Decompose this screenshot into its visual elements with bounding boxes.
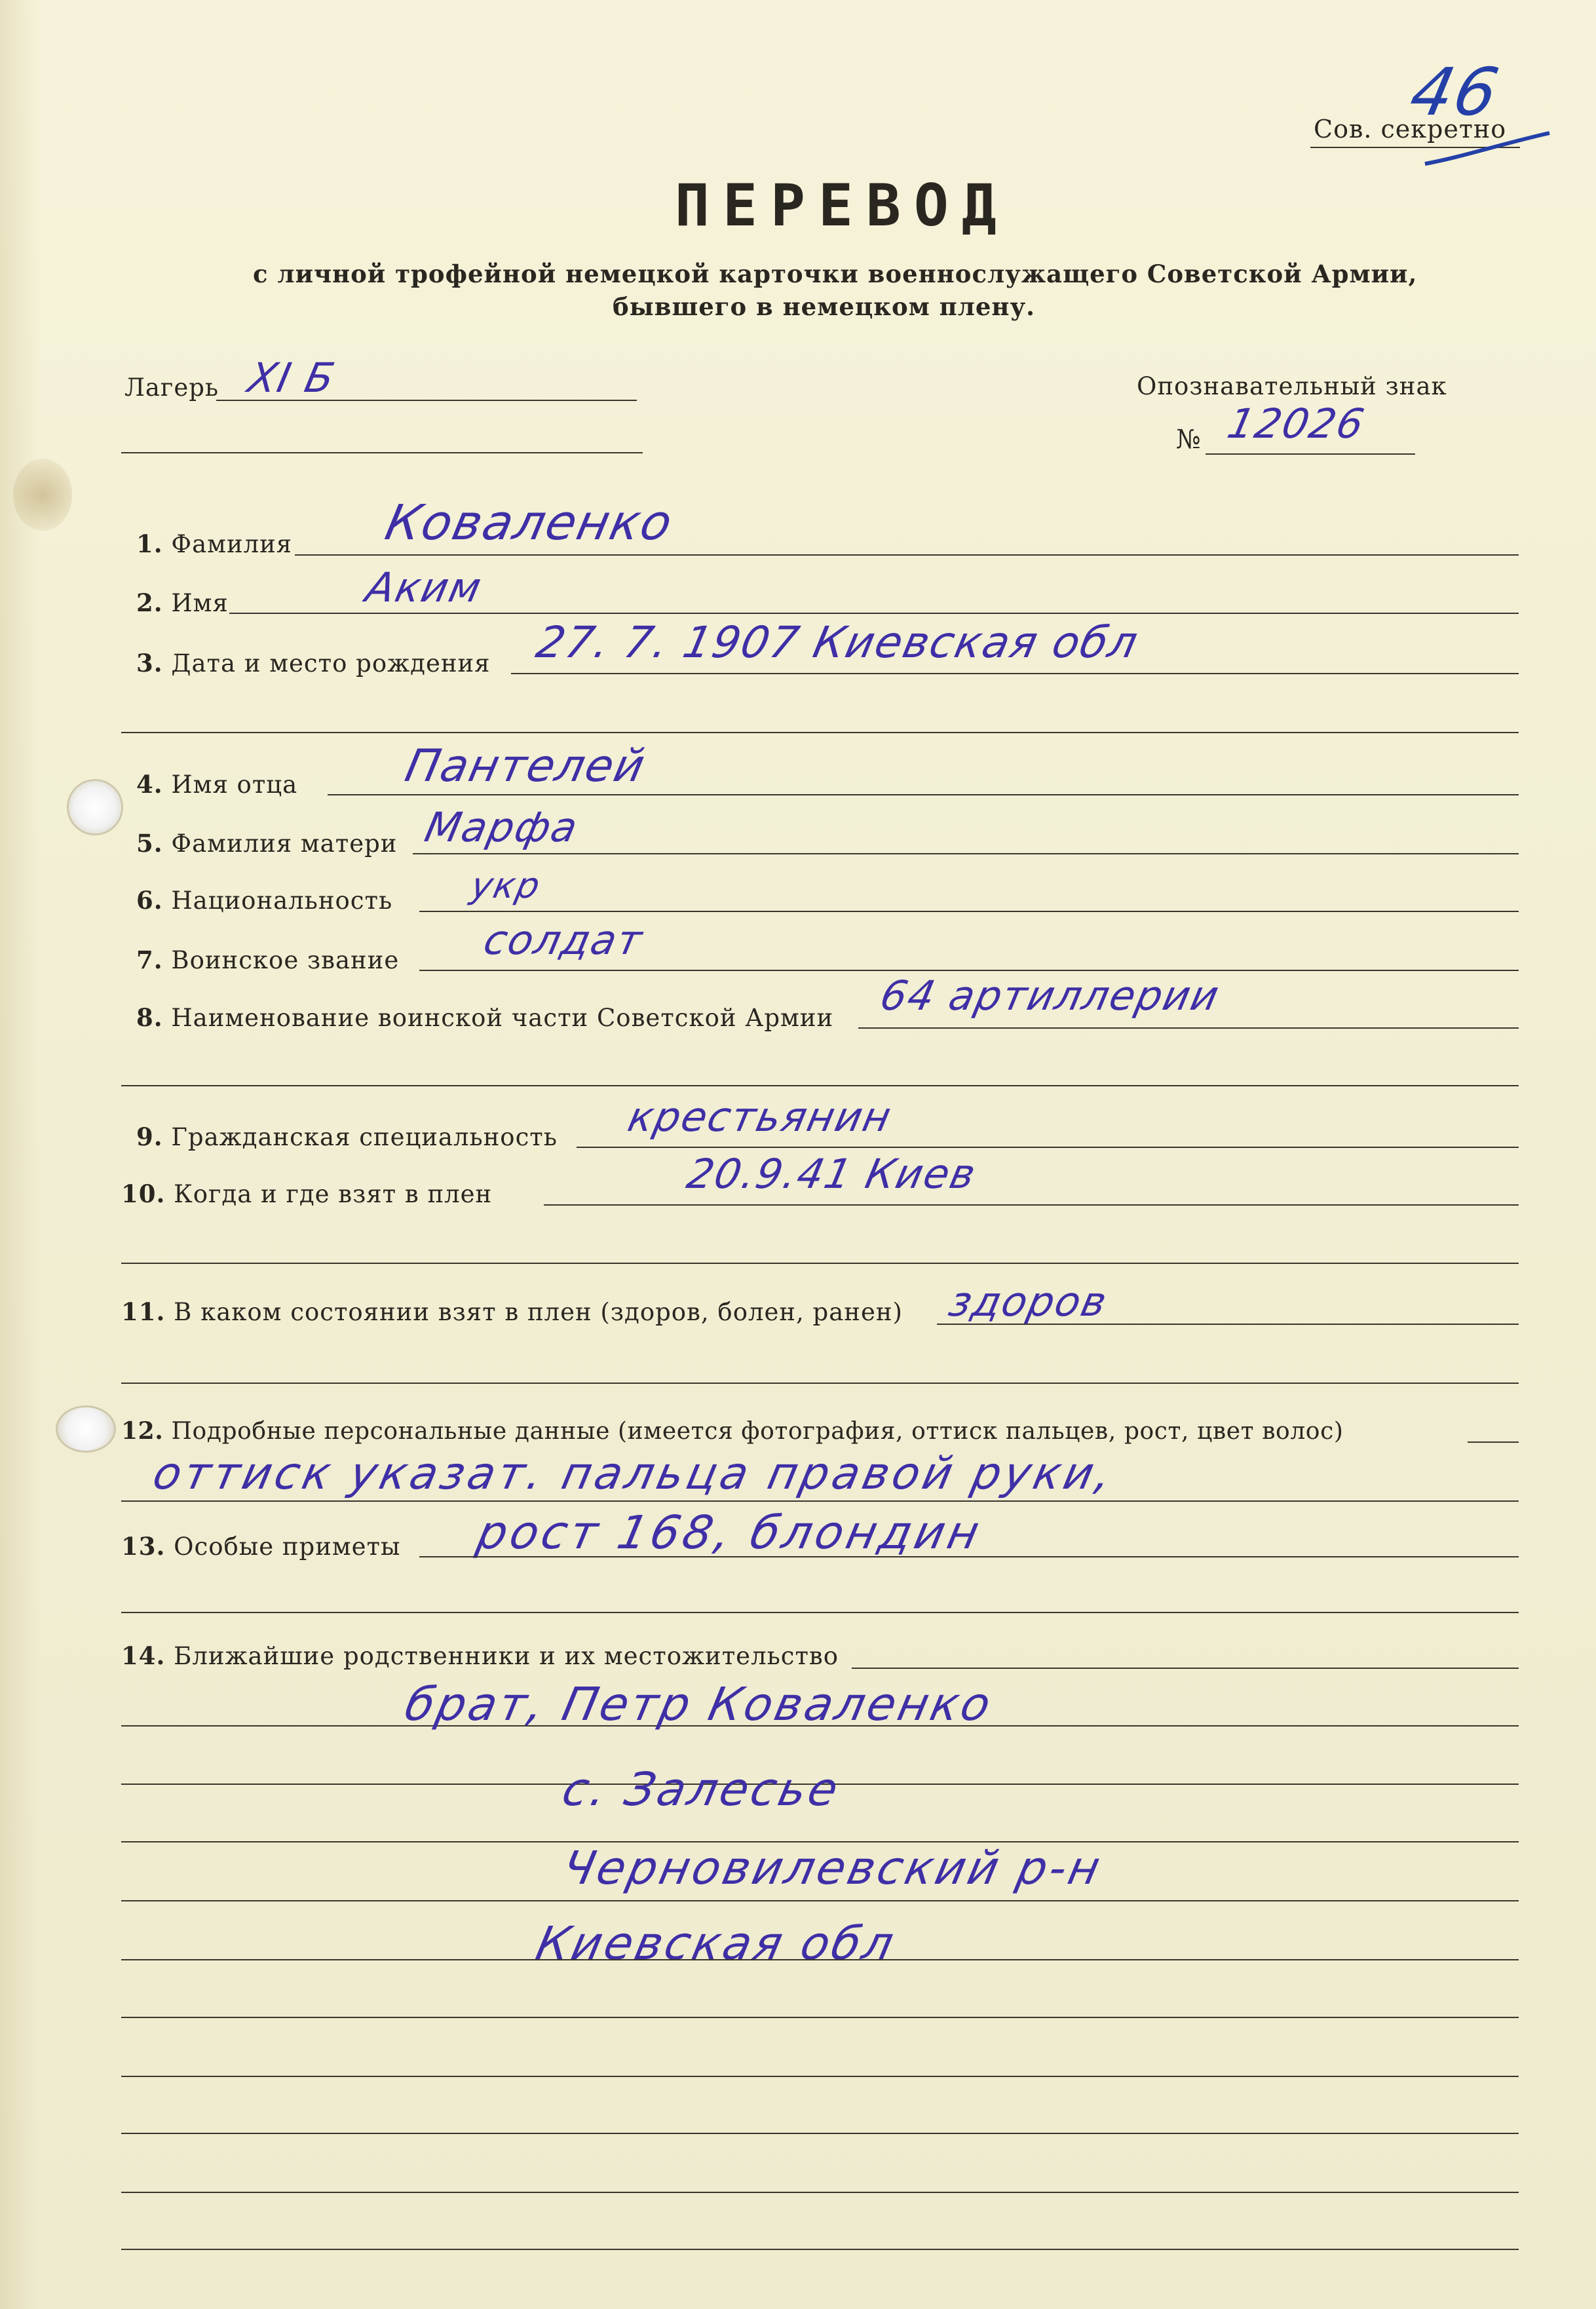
field-7-label: 7. Воинское звание [136, 945, 400, 974]
field-4-value: Пантелей [400, 740, 651, 792]
field-14-line-11 [121, 2249, 1519, 2250]
field-1-value: Коваленко [380, 495, 679, 551]
id-tag-label: Опознавательный знак [1137, 372, 1447, 400]
field-14-line-8 [121, 2076, 1519, 2077]
field-14-label: 14. Ближайшие родственники и их местожительство [121, 1641, 839, 1670]
camp-line-2 [121, 452, 643, 453]
relative-line-3: Черновилевский р-н [558, 1841, 1108, 1895]
field-8-line-2 [121, 1085, 1519, 1086]
field-12-label: 12. Подробные персональные данные (имеется фотография, оттиск пальцев, рост, цвет волос) [121, 1417, 1344, 1445]
field-3-line [511, 673, 1519, 674]
field-5-label: 5. Фамилия матери [136, 829, 398, 858]
page-title: ПЕРЕВОД [675, 172, 1010, 239]
field-13-line-2 [121, 1612, 1519, 1613]
id-tag-line [1206, 453, 1415, 455]
field-5-value: Марфа [421, 803, 583, 851]
field-12-line [1468, 1441, 1519, 1443]
field-11-label: 11. В каком состоянии взят в плен (здоров, болен, ранен) [121, 1297, 903, 1326]
paper-stain [13, 459, 72, 531]
field-11-line [937, 1324, 1519, 1325]
handwritten-underline-mark [1422, 128, 1553, 174]
field-1-line [295, 554, 1519, 556]
field-12-value: оттиск указат. пальца правой руки, [148, 1448, 1120, 1500]
field-8-value: 64 артиллерии [876, 972, 1225, 1020]
field-10-line-2 [121, 1263, 1519, 1264]
field-14-line-9 [121, 2133, 1519, 2134]
camp-value: XI Б [244, 354, 340, 402]
field-4-line [328, 794, 1519, 795]
field-5-line [413, 853, 1519, 854]
subtitle-line-1: с личной трофейной немецкой карточки военнослужащего Советской Армии, [253, 259, 1418, 288]
field-14-line-7 [121, 2017, 1519, 2018]
field-1-label: 1. Фамилия [136, 529, 293, 558]
field-11-value: здоров [945, 1278, 1112, 1326]
id-no-label: № [1176, 425, 1202, 455]
field-9-value: крестьянин [624, 1093, 897, 1141]
classification-label: Сов. секретно [1314, 115, 1507, 143]
field-11-line-2 [121, 1383, 1519, 1384]
field-3-line-2 [121, 732, 1519, 733]
field-13-value: рост 168, блондин [472, 1506, 987, 1559]
relative-line-4: Киевская обл [531, 1917, 901, 1970]
field-4-label: 4. Имя отца [136, 770, 298, 799]
field-2-label: 2. Имя [136, 588, 229, 617]
id-tag-value: 12026 [1223, 400, 1369, 448]
field-6-label: 6. Национальность [136, 886, 393, 915]
field-3-label: 3. Дата и место рождения [136, 649, 491, 677]
handwritten-number: 46 [1403, 54, 1506, 130]
field-10-label: 10. Когда и где взят в плен [121, 1179, 493, 1208]
field-9-label: 9. Гражданская специальность [136, 1122, 558, 1151]
field-13-line [419, 1556, 1519, 1557]
field-10-value: 20.9.41 Киев [683, 1150, 981, 1198]
punch-hole-bottom [58, 1407, 114, 1451]
camp-line [216, 400, 637, 401]
field-7-line [419, 970, 1519, 971]
field-2-value: Аким [362, 563, 487, 611]
field-14-line-10 [121, 2192, 1519, 2193]
field-8-label: 8. Наименование воинской части Советской Армии [136, 1003, 834, 1032]
field-2-line [229, 613, 1519, 614]
punch-hole-top [69, 781, 121, 833]
field-6-line [419, 911, 1519, 912]
field-14-line-5 [121, 1900, 1519, 1901]
field-9-line [577, 1147, 1519, 1148]
field-8-line [858, 1027, 1519, 1029]
field-6-value: укр [467, 865, 545, 906]
relative-line-1: брат, Петр Коваленко [400, 1677, 998, 1731]
paper-edge-shade [0, 0, 39, 2309]
field-3-value: 27. 7. 1907 Киевская обл [531, 617, 1143, 668]
relative-line-2: с. Залесье [558, 1763, 846, 1816]
field-13-label: 13. Особые приметы [121, 1532, 401, 1561]
field-10-line [544, 1204, 1519, 1206]
field-14-line-6 [121, 1959, 1519, 1960]
subtitle-line-2: бывшего в немецком плену. [613, 292, 1036, 321]
field-7-value: солдат [480, 916, 648, 964]
camp-label: Лагерь [124, 373, 219, 402]
field-14-line [852, 1668, 1519, 1669]
field-12-line-2 [121, 1500, 1519, 1502]
